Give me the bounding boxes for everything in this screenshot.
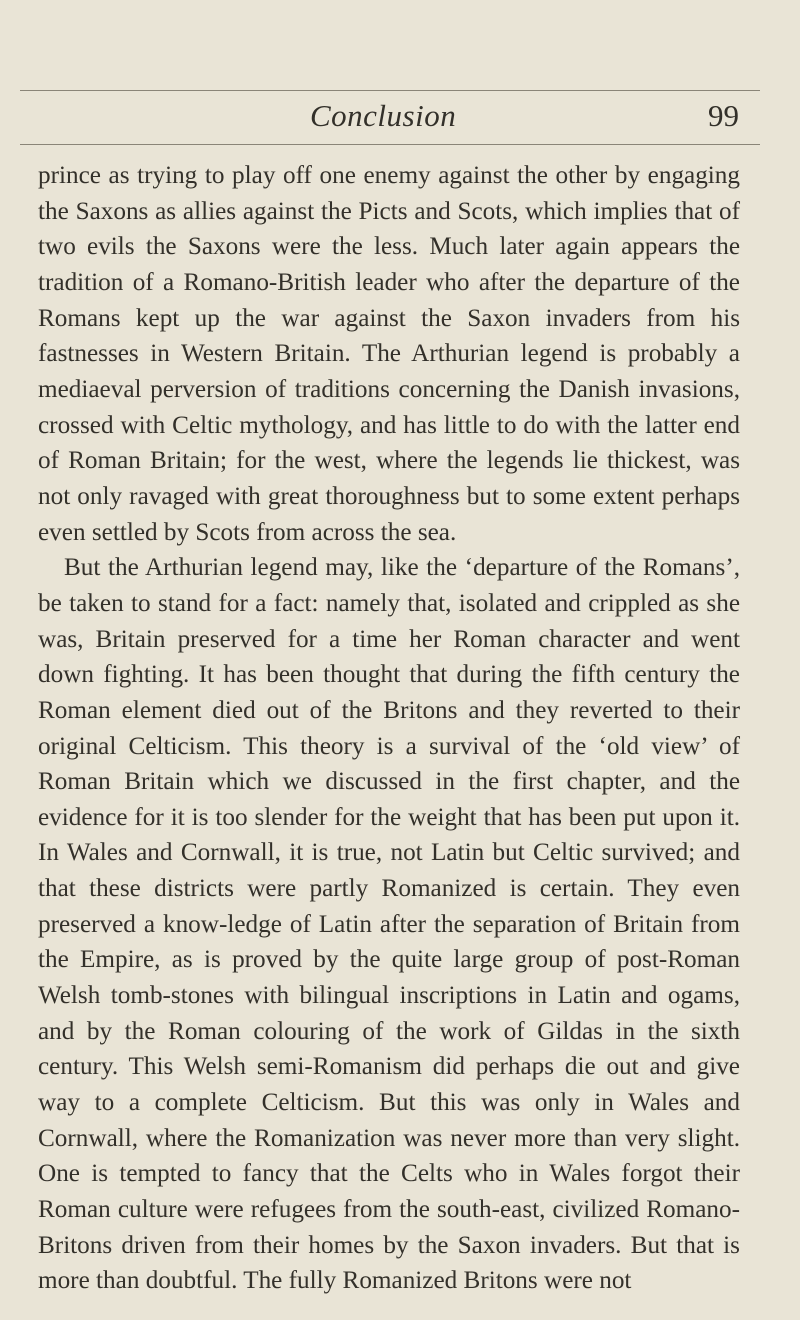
paragraph-1: prince as trying to play off one enemy against the other by engaging the Saxons as allies against the Picts and Scots, which implies that of two evils the Saxons were the less. Much later again appears the tradition of a Romano-British leader who after the departure of the Romans kept up the war against the Saxon invaders from his fastnesses in Western Britain. The Arthurian legend is probably a mediaeval perversion of traditions concerning the Danish invasions, crossed with Celtic mythology, and has little to do with the latter end of Roman Britain; for the west, where the legends lie thickest, was not only ravaged with great thoroughness but to some extent perhaps even settled by Scots from across the sea.: [38, 162, 740, 546]
page-number: 99: [708, 98, 739, 133]
body-text: [38, 158, 740, 1299]
page-header: [20, 84, 760, 146]
header-bottom-rule: [20, 144, 760, 145]
paragraph-2: But the Arthurian legend may, like the ‘departure of the Romans’, be taken to stand for a fact: namely that, isolated and crippled as she was, Britain preserved for a time her Roman character and went down fighting. It has been thought that during the fifth century the Roman element died out of the Britons and they reverted to their original Celticism. This theory is a survival of the ‘old view’ of Roman Britain which we discussed in the first chapter, and the evidence for it is too slender for the weight that has been put upon it. In Wales and Cornwall, it is true, not Latin but Celtic survived; and that these districts were partly Romanized is certain. They even preserved a know-ledge of Latin after the separation of Britain from the Empire, as is proved by the quite large group of post-Roman Welsh tomb-stones with bilingual inscriptions in Latin and ogams, and by the Roman colouring of the work of Gildas in the sixth century. This Welsh semi-Romanism did perhaps die out and give way to a complete Celticism. But this was only in Wales and Cornwall, where the Romanization was never more than very slight. One is tempted to fancy that the Celts who in Wales forgot their Roman culture were refugees from the south-east, civilized Romano-Britons driven from their homes by the Saxon invaders. But that is more than doubtful. The fully Romanized Britons were not: [38, 554, 740, 1295]
running-title: Conclusion: [310, 98, 457, 133]
header-top-rule: [20, 90, 760, 91]
